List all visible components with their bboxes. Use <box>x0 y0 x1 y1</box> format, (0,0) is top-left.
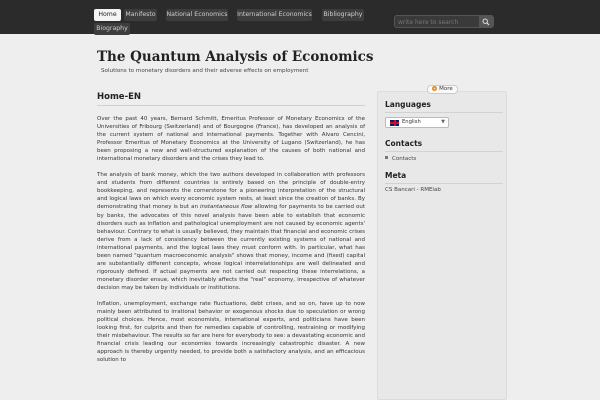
plus-icon: + <box>432 86 437 91</box>
language-selected: English <box>402 119 421 125</box>
more-button[interactable] <box>427 85 458 94</box>
site-title[interactable]: The Quantum Analysis of Economics <box>97 49 374 65</box>
meta-divider <box>385 183 503 184</box>
search-button[interactable] <box>479 16 493 27</box>
article-body <box>97 115 365 372</box>
nav-international-economics[interactable]: International Economics <box>237 9 312 21</box>
paragraph-2-end: allowing for payments to be carried out by banks, the advocates of this novel analysis have been able to establish that economic disorders such as inflation and pathological unemployment are not caused by economic agents' behaviour. Contrary to what is usually believed, they maintain that financial and economic crises derive from a lack of consistency between the currently existing systems of national and international payments, and the logical laws they must conform with. In particular, what has been named "quantum macroeconomic analysis" shows that money, income and (fixed) capital are substantially different concepts, whose logical interrelationships are well delineated and rigorously defined. If actual payments are not carried out respecting these interrelations, a monetary disorder ensue, which inevitably affects the "real" economy, irrespective of whatever decision may be taken by individuals or institutions. <box>97 204 365 291</box>
paragraph-2-start: The analysis of bank money, which the two authors developed in collaboration with professors and students from different countries is entirely based on the principle of double-entry bookkeeping, and represents the cornerstone for a pioneering interpretation of the structural and logical laws on which every economic system rests, at least since the creation of banks. By demonstrating that money is but an <box>97 172 365 211</box>
contacts-divider <box>385 151 503 152</box>
search-box <box>394 15 494 28</box>
languages-divider <box>385 112 503 113</box>
meta-title: Meta <box>385 171 407 180</box>
paragraph-2 <box>97 171 365 292</box>
paragraph-2-emphasis: instantaneous flow <box>199 204 253 211</box>
search-icon <box>482 18 490 26</box>
site-tagline: Solutions to monetary disorders and their adverse effects on employment <box>101 68 309 74</box>
bullet-icon <box>385 156 388 159</box>
cs-bancari-link[interactable]: CS Bancari - RMElab <box>385 187 441 193</box>
nav-manifesto[interactable]: Manifesto <box>124 9 157 21</box>
uk-flag-icon <box>390 120 399 126</box>
search-input[interactable] <box>398 17 480 27</box>
top-bar <box>0 0 600 34</box>
heading-divider <box>97 105 365 106</box>
paragraph-1: Over the past 40 years, Bernard Schmitt, Emeritus Professor of Monetary Economics of the Universities of Fribourg (Switzerland) and of Bourgogne (France), has developed an analysis of the current system of national and international payments. Together with Alvaro Cencini, Professor Emeritus of Monetary Economics at the University of Lugano (Switzerland), he has been proposing a new and well-structured explanation of the causes of both national and international monetary disorders and the crises they lead to. <box>97 116 365 163</box>
nav-biography[interactable]: Biography <box>94 23 130 35</box>
more-label: More <box>439 86 453 92</box>
nav-bibliography[interactable]: Bibliography <box>322 9 364 21</box>
contacts-link-label: Contacts <box>392 156 417 162</box>
sidebar <box>377 91 507 400</box>
page-title: Home-EN <box>97 92 142 102</box>
chevron-down-icon: ▼ <box>441 119 445 125</box>
paragraph-3: Inflation, unemployment, exchange rate fluctuations, debt crises, and so on, have up to now mainly been attributed to irrational behavior or exogenous shocks due to speculation or wrong political choices. Hence, most economists, international experts, and politicians have been looking first, for culprits and then for remedies capable of controlling, restraining or modifying their misbehaviour. The results so far are here for everybody to see: a devastating economic and financial crisis leading our economies towards increasingly catastrophic disaster. A new approach is thereby urgently needed, to provide both a satisfactory analysis, and an efficacious solution to <box>97 300 365 364</box>
contacts-link[interactable] <box>385 156 416 162</box>
languages-title: Languages <box>385 100 431 109</box>
nav-home[interactable]: Home <box>94 9 121 21</box>
contacts-title: Contacts <box>385 139 423 148</box>
language-select[interactable] <box>385 117 449 128</box>
nav-national-economics[interactable]: National Economics <box>166 9 228 21</box>
